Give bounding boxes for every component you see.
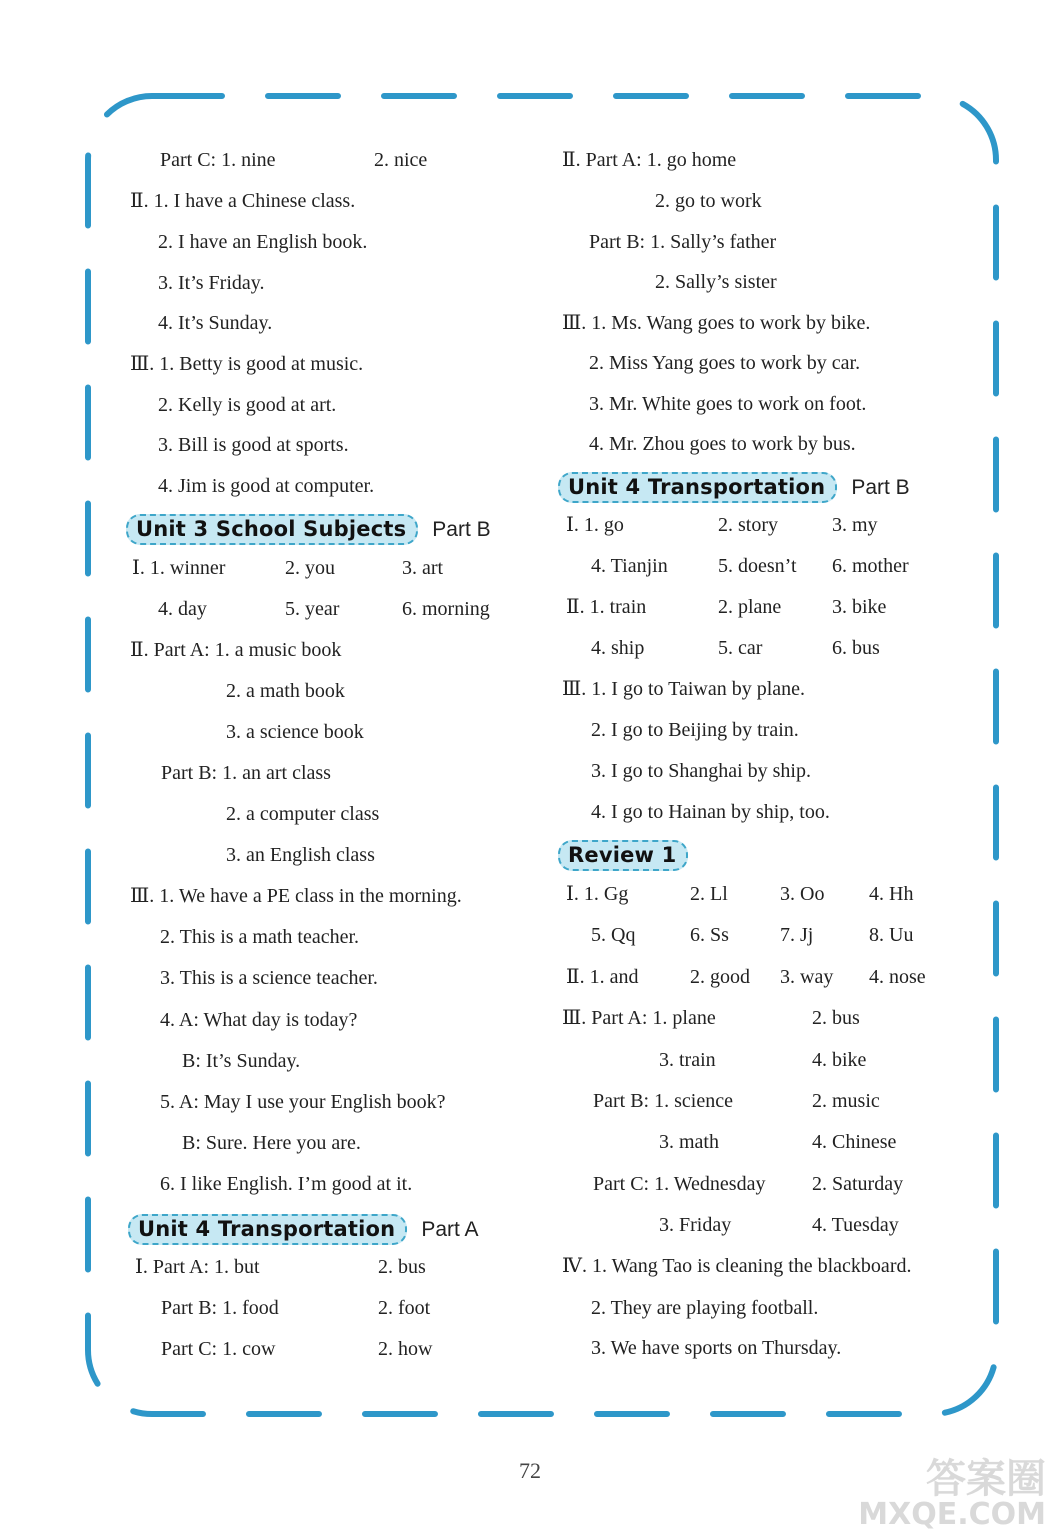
answer-line: Part B: 1. science bbox=[593, 1090, 733, 1112]
answer-line: 4. Hh bbox=[869, 883, 914, 905]
answer-line: 2. a computer class bbox=[226, 803, 380, 825]
answer-line: 2. bus bbox=[812, 1007, 860, 1029]
answer-line: 8. Uu bbox=[869, 924, 914, 946]
answer-line: 5. A: May I use your English book? bbox=[160, 1091, 446, 1113]
answer-line: 2. Miss Yang goes to work by car. bbox=[589, 352, 861, 374]
answer-line: 2. Saturday bbox=[812, 1173, 904, 1195]
answer-line: 3. Friday bbox=[659, 1214, 732, 1236]
answer-line: 6. Ss bbox=[690, 924, 729, 946]
answer-line: 4. nose bbox=[869, 966, 926, 988]
answer-line: 2. how bbox=[378, 1338, 433, 1360]
answer-line: Ⅱ. Part A: 1. a music book bbox=[130, 639, 342, 661]
answer-line: 6. bus bbox=[832, 637, 880, 659]
section-title: Unit 3 School Subjects bbox=[126, 514, 418, 545]
answer-line: Ⅱ. 1. I have a Chinese class. bbox=[130, 190, 356, 212]
answer-line: Ⅱ. 1. train bbox=[566, 596, 647, 618]
section-heading bbox=[558, 472, 910, 503]
answer-line: 3. a science book bbox=[226, 721, 364, 743]
answer-line: 3. This is a science teacher. bbox=[160, 967, 378, 989]
answer-line: 3. way bbox=[780, 966, 834, 988]
answer-line: 2. I go to Beijing by train. bbox=[591, 719, 799, 741]
answer-line: 6. I like English. I’m good at it. bbox=[160, 1173, 413, 1195]
answer-line: 3. bike bbox=[832, 596, 887, 618]
answer-line: 3. math bbox=[659, 1131, 719, 1153]
section-title: Review 1 bbox=[558, 840, 688, 871]
answer-line: B: It’s Sunday. bbox=[182, 1050, 301, 1072]
answer-line: 2. bus bbox=[378, 1256, 426, 1278]
answer-line: 5. doesn’t bbox=[718, 555, 797, 577]
answer-line: 2. This is a math teacher. bbox=[160, 926, 360, 948]
answer-line: Part C: 1. cow bbox=[161, 1338, 276, 1360]
answer-line: Ⅰ. 1. winner bbox=[132, 557, 226, 579]
answer-line: 2. Kelly is good at art. bbox=[158, 394, 337, 416]
answer-line: 4. Tianjin bbox=[591, 555, 668, 577]
section-heading bbox=[128, 1214, 479, 1245]
answer-line: Part B: 1. an art class bbox=[161, 762, 331, 784]
answer-line: 5. Qq bbox=[591, 924, 636, 946]
watermark-cn: 答案圈 bbox=[926, 1456, 1046, 1502]
answer-line: 3. an English class bbox=[226, 844, 375, 866]
answer-line: 2. you bbox=[285, 557, 335, 579]
answer-line: 3. my bbox=[832, 514, 878, 536]
answer-line: 4. bike bbox=[812, 1049, 867, 1071]
answer-line: Ⅲ. 1. Ms. Wang goes to work by bike. bbox=[562, 312, 871, 334]
answer-line: 2. foot bbox=[378, 1297, 431, 1319]
answer-line: 5. year bbox=[285, 598, 340, 620]
answer-line: 6. morning bbox=[402, 598, 490, 620]
answer-line: 2. good bbox=[690, 966, 750, 988]
section-title: Unit 4 Transportation bbox=[558, 472, 837, 503]
answer-line: 2. go to work bbox=[655, 190, 762, 212]
answer-line: 3. Oo bbox=[780, 883, 825, 905]
answer-line: 2. plane bbox=[718, 596, 782, 618]
answer-line: Ⅱ. 1. and bbox=[566, 966, 639, 988]
answer-line: Ⅲ. Part A: 1. plane bbox=[562, 1007, 716, 1029]
answer-line: Ⅳ. 1. Wang Tao is cleaning the blackboard. bbox=[562, 1255, 912, 1277]
answer-line: 2. a math book bbox=[226, 680, 345, 702]
section-part-label: Part A bbox=[421, 1217, 479, 1241]
section-part-label: Part B bbox=[432, 517, 491, 541]
answer-line: 3. It’s Friday. bbox=[158, 272, 265, 294]
answer-line: 4. Tuesday bbox=[812, 1214, 899, 1236]
answer-line: 4. It’s Sunday. bbox=[158, 312, 273, 334]
answer-line: 3. train bbox=[659, 1049, 716, 1071]
answer-line: 2. music bbox=[812, 1090, 880, 1112]
answer-line: Ⅲ. 1. I go to Taiwan by plane. bbox=[562, 678, 806, 700]
answer-line: Ⅰ. 1. Gg bbox=[566, 883, 629, 905]
answer-line: 4. A: What day is today? bbox=[160, 1009, 358, 1031]
answer-line: B: Sure. Here you are. bbox=[182, 1132, 361, 1154]
answer-line: 6. mother bbox=[832, 555, 909, 577]
answer-line: 2. They are playing football. bbox=[591, 1297, 819, 1319]
answer-line: 4. ship bbox=[591, 637, 645, 659]
answer-line: 3. We have sports on Thursday. bbox=[591, 1337, 842, 1359]
watermark-logo bbox=[858, 1458, 1046, 1530]
answer-line: 4. Mr. Zhou goes to work by bus. bbox=[589, 433, 856, 455]
section-heading bbox=[558, 840, 688, 871]
answer-line: 3. Mr. White goes to work on foot. bbox=[589, 393, 867, 415]
answer-line: 5. car bbox=[718, 637, 763, 659]
answer-line: 2. nice bbox=[374, 149, 428, 171]
answer-line: 4. Chinese bbox=[812, 1131, 897, 1153]
answer-line: Ⅲ. 1. We have a PE class in the morning. bbox=[130, 885, 462, 907]
answer-line: Ⅰ. 1. go bbox=[566, 514, 624, 536]
answer-line: 2. Ll bbox=[690, 883, 728, 905]
answer-line: 7. Jj bbox=[780, 924, 814, 946]
answer-line: 2. story bbox=[718, 514, 778, 536]
answer-line: Ⅱ. Part A: 1. go home bbox=[562, 149, 737, 171]
answer-line: 4. day bbox=[158, 598, 207, 620]
answer-line: 2. I have an English book. bbox=[158, 231, 368, 253]
answer-line: 4. I go to Hainan by ship, too. bbox=[591, 801, 830, 823]
answer-line: 3. Bill is good at sports. bbox=[158, 434, 349, 456]
section-part-label: Part B bbox=[851, 475, 910, 499]
answer-line: Part B: 1. food bbox=[161, 1297, 279, 1319]
answer-line: Part C: 1. Wednesday bbox=[593, 1173, 766, 1195]
answer-line: 3. I go to Shanghai by ship. bbox=[591, 760, 811, 782]
section-title: Unit 4 Transportation bbox=[128, 1214, 407, 1245]
watermark-en: MXQE.COM bbox=[858, 1497, 1046, 1532]
answer-line: Part C: 1. nine bbox=[160, 149, 276, 171]
answer-line: Ⅲ. 1. Betty is good at music. bbox=[130, 353, 364, 375]
answer-line: 4. Jim is good at computer. bbox=[158, 475, 375, 497]
page-number: 72 bbox=[519, 1458, 541, 1483]
answer-line: Ⅰ. Part A: 1. but bbox=[135, 1256, 260, 1278]
answer-line: 2. Sally’s sister bbox=[655, 271, 777, 293]
answer-line: Part B: 1. Sally’s father bbox=[589, 231, 777, 253]
section-heading bbox=[126, 514, 491, 545]
answer-line: 3. art bbox=[402, 557, 444, 579]
